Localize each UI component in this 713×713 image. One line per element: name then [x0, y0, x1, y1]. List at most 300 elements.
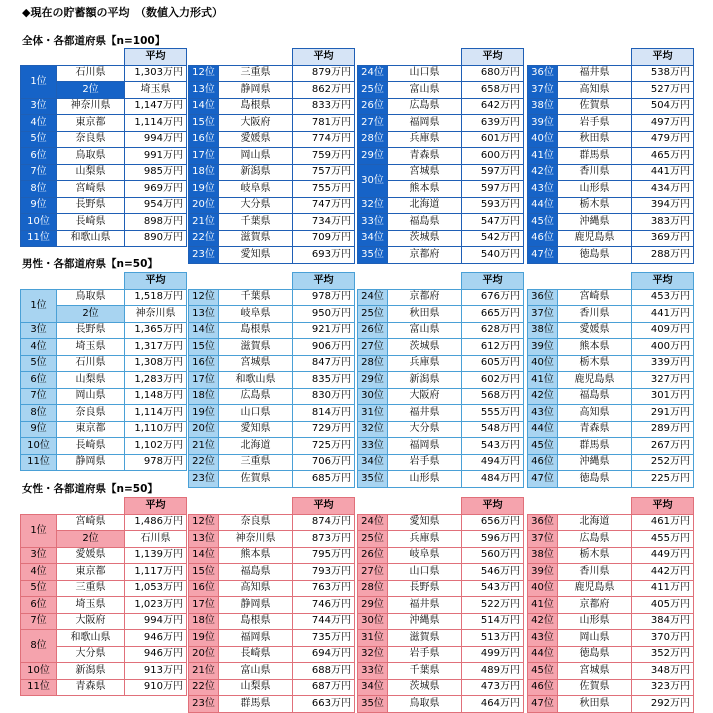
prefecture-cell: 富山県	[388, 322, 462, 339]
table-row	[21, 339, 187, 356]
rank-cell: 36位	[528, 65, 558, 82]
prefecture-cell: 栃木県	[558, 355, 632, 372]
average-value-cell: 1,518万円	[125, 289, 187, 306]
prefecture-cell: 奈良県	[57, 131, 125, 148]
rank-cell: 30位	[358, 164, 388, 197]
average-value-cell: 323万円	[632, 679, 694, 696]
table-row	[528, 65, 694, 82]
table-row	[21, 214, 187, 231]
header-average: 平均	[125, 49, 187, 66]
prefecture-cell: 福井県	[558, 65, 632, 82]
prefecture-cell: 神奈川県	[57, 98, 125, 115]
table-row	[189, 148, 355, 165]
table-row	[189, 514, 355, 531]
table-row	[21, 679, 187, 696]
table-row	[189, 471, 355, 488]
header-blank-cell	[189, 273, 293, 290]
prefecture-cell: 東京都	[57, 564, 125, 581]
rank-cell: 4位	[21, 339, 57, 356]
prefecture-cell: 福島県	[388, 214, 462, 231]
average-value-cell: 464万円	[462, 696, 524, 713]
table-row	[189, 322, 355, 339]
average-value-cell: 288万円	[632, 247, 694, 264]
prefecture-cell: 神奈川県	[219, 531, 293, 548]
header-row	[358, 273, 524, 290]
table-row	[21, 421, 187, 438]
rank-cell: 34位	[358, 230, 388, 247]
rank-cell: 18位	[189, 164, 219, 181]
average-value-cell: 369万円	[632, 230, 694, 247]
average-value-cell: 921万円	[293, 322, 355, 339]
prefecture-cell: 石川県	[57, 65, 125, 82]
average-value-cell: 642万円	[462, 98, 524, 115]
prefecture-cell: 宮城県	[219, 355, 293, 372]
average-value-cell: 693万円	[293, 247, 355, 264]
ranking-table-male-2	[188, 272, 355, 488]
prefecture-cell: 山口県	[388, 564, 462, 581]
prefecture-cell: 茨城県	[388, 230, 462, 247]
table-row	[358, 564, 524, 581]
average-value-cell: 597万円	[462, 164, 524, 181]
rank-cell: 11位	[21, 454, 57, 471]
prefecture-cell: 山口県	[219, 405, 293, 422]
rank-cell: 4位	[21, 564, 57, 581]
average-value-cell: 568万円	[462, 388, 524, 405]
average-value-cell: 774万円	[293, 131, 355, 148]
prefecture-cell: 福岡県	[388, 115, 462, 132]
ranking-table-female-2	[188, 497, 355, 713]
table-row	[21, 613, 187, 630]
prefecture-cell: 福島県	[558, 388, 632, 405]
prefecture-cell: 岩手県	[388, 646, 462, 663]
table-row	[189, 214, 355, 231]
table-row	[189, 531, 355, 548]
header-row	[21, 273, 187, 290]
average-value-cell: 709万円	[293, 230, 355, 247]
average-value-cell: 1,283万円	[125, 372, 187, 389]
prefecture-cell: 岡山県	[558, 630, 632, 647]
table-row	[189, 98, 355, 115]
prefecture-cell: 兵庫県	[388, 531, 462, 548]
prefecture-cell: 埼玉県	[57, 597, 125, 614]
table-row	[358, 214, 524, 231]
table-row	[189, 405, 355, 422]
average-value-cell: 504万円	[632, 98, 694, 115]
average-value-cell: 455万円	[632, 531, 694, 548]
table-row	[189, 230, 355, 247]
average-value-cell: 543万円	[462, 580, 524, 597]
header-average: 平均	[462, 49, 524, 66]
prefecture-cell: 神奈川県	[125, 306, 187, 323]
rank-cell: 1位	[21, 514, 57, 547]
prefecture-cell: 愛媛県	[558, 322, 632, 339]
prefecture-cell: 富山県	[388, 82, 462, 99]
table-row	[189, 438, 355, 455]
prefecture-cell: 奈良県	[219, 514, 293, 531]
table-row	[189, 454, 355, 471]
header-blank-cell	[21, 273, 125, 290]
prefecture-cell: 兵庫県	[388, 355, 462, 372]
prefecture-cell: 長野県	[57, 322, 125, 339]
table-row	[528, 405, 694, 422]
table-row	[189, 564, 355, 581]
prefecture-cell: 広島県	[558, 531, 632, 548]
header-row	[358, 498, 524, 515]
table-row	[189, 65, 355, 82]
rank-cell: 13位	[189, 306, 219, 323]
rank-cell: 19位	[189, 630, 219, 647]
average-value-cell: 548万円	[462, 421, 524, 438]
prefecture-cell: 埼玉県	[57, 339, 125, 356]
table-row	[189, 82, 355, 99]
rank-cell: 7位	[21, 164, 57, 181]
table-row	[189, 131, 355, 148]
average-value-cell: 383万円	[632, 214, 694, 231]
table-row	[358, 630, 524, 647]
average-value-cell: 442万円	[632, 564, 694, 581]
prefecture-cell: 東京都	[57, 115, 125, 132]
ranking-table-female-1	[20, 497, 187, 696]
average-value-cell: 348万円	[632, 663, 694, 680]
average-value-cell: 441万円	[632, 164, 694, 181]
average-value-cell: 663万円	[293, 696, 355, 713]
table-row	[358, 355, 524, 372]
table-row	[358, 148, 524, 165]
average-value-cell: 267万円	[632, 438, 694, 455]
rank-cell: 1位	[21, 289, 57, 322]
prefecture-cell: 福島県	[219, 564, 293, 581]
table-row	[528, 115, 694, 132]
table-row	[528, 421, 694, 438]
table-row	[21, 148, 187, 165]
average-value-cell: 370万円	[632, 630, 694, 647]
rank-cell: 9位	[21, 421, 57, 438]
average-value-cell: 489万円	[462, 663, 524, 680]
table-row	[21, 405, 187, 422]
prefecture-cell: 鳥取県	[57, 289, 125, 306]
table-row	[528, 646, 694, 663]
table-row	[189, 339, 355, 356]
prefecture-cell: 岐阜県	[219, 306, 293, 323]
rank-cell: 12位	[189, 65, 219, 82]
average-value-cell: 1,114万円	[125, 405, 187, 422]
average-value-cell: 706万円	[293, 454, 355, 471]
header-row	[189, 273, 355, 290]
prefecture-cell: 長崎県	[57, 438, 125, 455]
rank-cell: 36位	[528, 514, 558, 531]
rank-cell: 17位	[189, 372, 219, 389]
rank-cell: 21位	[189, 438, 219, 455]
prefecture-cell: 愛知県	[388, 514, 462, 531]
table-row	[358, 164, 524, 181]
average-value-cell: 913万円	[125, 663, 187, 680]
rank-cell: 19位	[189, 405, 219, 422]
rank-cell: 34位	[358, 454, 388, 471]
prefecture-cell: 徳島県	[558, 247, 632, 264]
rank-cell: 35位	[358, 247, 388, 264]
header-row	[189, 498, 355, 515]
rank-cell: 31位	[358, 630, 388, 647]
average-value-cell: 225万円	[632, 471, 694, 488]
rank-cell: 35位	[358, 696, 388, 713]
table-row	[528, 289, 694, 306]
prefecture-cell: 愛媛県	[57, 547, 125, 564]
header-row	[528, 498, 694, 515]
prefecture-cell: 静岡県	[219, 597, 293, 614]
table-row	[189, 646, 355, 663]
table-row	[528, 630, 694, 647]
prefecture-cell: 大分県	[388, 421, 462, 438]
average-value-cell: 946万円	[125, 646, 187, 663]
prefecture-cell: 北海道	[219, 438, 293, 455]
rank-cell: 2位	[57, 82, 125, 99]
table-row	[21, 181, 187, 198]
prefecture-cell: 静岡県	[219, 82, 293, 99]
prefecture-cell: 三重県	[219, 454, 293, 471]
prefecture-cell: 千葉県	[219, 289, 293, 306]
table-row	[528, 613, 694, 630]
prefecture-cell: 秋田県	[558, 696, 632, 713]
average-value-cell: 688万円	[293, 663, 355, 680]
header-blank-cell	[358, 498, 462, 515]
average-value-cell: 1,117万円	[125, 564, 187, 581]
prefecture-cell: 愛知県	[219, 421, 293, 438]
average-value-cell: 1,139万円	[125, 547, 187, 564]
prefecture-cell: 石川県	[125, 531, 187, 548]
average-value-cell: 978万円	[293, 289, 355, 306]
rank-cell: 42位	[528, 388, 558, 405]
prefecture-cell: 岩手県	[388, 454, 462, 471]
rank-cell: 24位	[358, 65, 388, 82]
rank-cell: 32位	[358, 646, 388, 663]
header-blank-cell	[21, 498, 125, 515]
average-value-cell: 994万円	[125, 131, 187, 148]
rank-cell: 35位	[358, 471, 388, 488]
prefecture-cell: 鳥取県	[57, 148, 125, 165]
average-value-cell: 522万円	[462, 597, 524, 614]
page-title: ◆現在の貯蓄額の平均 （数値入力形式）	[22, 6, 223, 19]
prefecture-cell: 千葉県	[219, 214, 293, 231]
average-value-cell: 1,148万円	[125, 388, 187, 405]
average-value-cell: 1,023万円	[125, 597, 187, 614]
header-average: 平均	[632, 273, 694, 290]
header-blank-cell	[21, 49, 125, 66]
header-average: 平均	[293, 49, 355, 66]
prefecture-cell: 新潟県	[388, 372, 462, 389]
table-row	[189, 663, 355, 680]
prefecture-cell: 群馬県	[558, 438, 632, 455]
rank-cell: 45位	[528, 214, 558, 231]
rank-cell: 39位	[528, 564, 558, 581]
average-value-cell: 593万円	[462, 197, 524, 214]
prefecture-cell: 茨城県	[388, 339, 462, 356]
rank-cell: 33位	[358, 214, 388, 231]
rank-cell: 10位	[21, 214, 57, 231]
table-row	[358, 339, 524, 356]
table-row	[21, 454, 187, 471]
header-blank-cell	[528, 498, 632, 515]
rank-cell: 16位	[189, 355, 219, 372]
prefecture-cell: 広島県	[219, 388, 293, 405]
table-row	[189, 696, 355, 713]
average-value-cell: 969万円	[125, 181, 187, 198]
average-value-cell: 605万円	[462, 355, 524, 372]
table-row	[528, 230, 694, 247]
prefecture-cell: 山形県	[388, 471, 462, 488]
average-value-cell: 499万円	[462, 646, 524, 663]
average-value-cell: 547万円	[462, 214, 524, 231]
average-value-cell: 252万円	[632, 454, 694, 471]
rank-cell: 7位	[21, 388, 57, 405]
table-row	[21, 372, 187, 389]
header-blank-cell	[358, 273, 462, 290]
prefecture-cell: 福岡県	[219, 630, 293, 647]
prefecture-cell: 宮崎県	[558, 289, 632, 306]
table-row	[358, 82, 524, 99]
prefecture-cell: 大阪府	[219, 115, 293, 132]
ranking-table-female-3	[357, 497, 524, 713]
rank-cell: 41位	[528, 597, 558, 614]
header-blank-cell	[358, 49, 462, 66]
prefecture-cell: 大分県	[219, 197, 293, 214]
prefecture-cell: 佐賀県	[558, 98, 632, 115]
rank-cell: 20位	[189, 646, 219, 663]
header-blank-cell	[189, 498, 293, 515]
average-value-cell: 950万円	[293, 306, 355, 323]
table-row	[358, 438, 524, 455]
rank-cell: 21位	[189, 214, 219, 231]
rank-cell: 41位	[528, 148, 558, 165]
prefecture-cell: 山梨県	[57, 372, 125, 389]
table-row	[528, 454, 694, 471]
table-row	[189, 613, 355, 630]
prefecture-cell: 熊本県	[558, 339, 632, 356]
table-row	[358, 471, 524, 488]
average-value-cell: 747万円	[293, 197, 355, 214]
rank-cell: 1位	[21, 65, 57, 98]
rank-cell: 40位	[528, 355, 558, 372]
average-value-cell: 757万円	[293, 164, 355, 181]
prefecture-cell: 千葉県	[388, 663, 462, 680]
rank-cell: 47位	[528, 247, 558, 264]
prefecture-cell: 新潟県	[57, 663, 125, 680]
table-row	[358, 514, 524, 531]
rank-cell: 42位	[528, 613, 558, 630]
rank-cell: 8位	[21, 405, 57, 422]
table-row	[528, 322, 694, 339]
prefecture-cell: 高知県	[219, 580, 293, 597]
average-value-cell: 352万円	[632, 646, 694, 663]
average-value-cell: 1,147万円	[125, 98, 187, 115]
average-value-cell: 292万円	[632, 696, 694, 713]
table-row	[358, 230, 524, 247]
table-row	[21, 580, 187, 597]
rank-cell: 44位	[528, 421, 558, 438]
table-row	[21, 597, 187, 614]
prefecture-cell: 新潟県	[219, 164, 293, 181]
prefecture-cell: 奈良県	[57, 405, 125, 422]
table-row	[21, 65, 187, 82]
prefecture-cell: 佐賀県	[219, 471, 293, 488]
average-value-cell: 759万円	[293, 148, 355, 165]
average-value-cell: 735万円	[293, 630, 355, 647]
prefecture-cell: 秋田県	[388, 306, 462, 323]
header-row	[358, 49, 524, 66]
rank-cell: 29位	[358, 372, 388, 389]
table-row	[528, 164, 694, 181]
ranking-table-all-3	[357, 48, 524, 264]
average-value-cell: 405万円	[632, 597, 694, 614]
table-row	[358, 98, 524, 115]
average-value-cell: 685万円	[293, 471, 355, 488]
rank-cell: 3位	[21, 547, 57, 564]
prefecture-cell: 山形県	[558, 181, 632, 198]
rank-cell: 47位	[528, 471, 558, 488]
prefecture-cell: 和歌山県	[57, 630, 125, 647]
table-row	[358, 454, 524, 471]
rank-cell: 17位	[189, 597, 219, 614]
average-value-cell: 555万円	[462, 405, 524, 422]
table-row	[358, 372, 524, 389]
table-row	[21, 322, 187, 339]
rank-cell: 33位	[358, 663, 388, 680]
rank-cell: 19位	[189, 181, 219, 198]
average-value-cell: 497万円	[632, 115, 694, 132]
table-row	[358, 131, 524, 148]
average-value-cell: 1,114万円	[125, 115, 187, 132]
average-value-cell: 725万円	[293, 438, 355, 455]
prefecture-cell: 群馬県	[219, 696, 293, 713]
prefecture-cell: 長崎県	[57, 214, 125, 231]
prefecture-cell: 東京都	[57, 421, 125, 438]
table-row	[358, 322, 524, 339]
average-value-cell: 1,303万円	[125, 65, 187, 82]
rank-cell: 30位	[358, 388, 388, 405]
average-value-cell: 639万円	[462, 115, 524, 132]
prefecture-cell: 茨城県	[388, 679, 462, 696]
rank-cell: 25位	[358, 306, 388, 323]
prefecture-cell: 群馬県	[558, 148, 632, 165]
table-row	[21, 355, 187, 372]
prefecture-cell: 沖縄県	[388, 613, 462, 630]
rank-cell: 25位	[358, 82, 388, 99]
rank-cell: 22位	[189, 679, 219, 696]
prefecture-cell: 滋賀県	[388, 630, 462, 647]
rank-cell: 43位	[528, 630, 558, 647]
average-value-cell: 1,308万円	[125, 355, 187, 372]
average-value-cell: 527万円	[632, 82, 694, 99]
average-value-cell: 1,110万円	[125, 421, 187, 438]
table-row	[358, 289, 524, 306]
average-value-cell: 289万円	[632, 421, 694, 438]
prefecture-cell: 大阪府	[57, 613, 125, 630]
rank-cell: 23位	[189, 471, 219, 488]
prefecture-cell: 山梨県	[57, 164, 125, 181]
average-value-cell: 628万円	[462, 322, 524, 339]
header-average: 平均	[462, 273, 524, 290]
table-row	[528, 388, 694, 405]
average-value-cell: 1,053万円	[125, 580, 187, 597]
table-row	[528, 438, 694, 455]
header-row	[528, 49, 694, 66]
prefecture-cell: 京都府	[388, 289, 462, 306]
rank-cell: 24位	[358, 289, 388, 306]
table-row	[189, 421, 355, 438]
table-row	[528, 564, 694, 581]
average-value-cell: 291万円	[632, 405, 694, 422]
prefecture-cell: 滋賀県	[219, 339, 293, 356]
prefecture-cell: 徳島県	[558, 646, 632, 663]
